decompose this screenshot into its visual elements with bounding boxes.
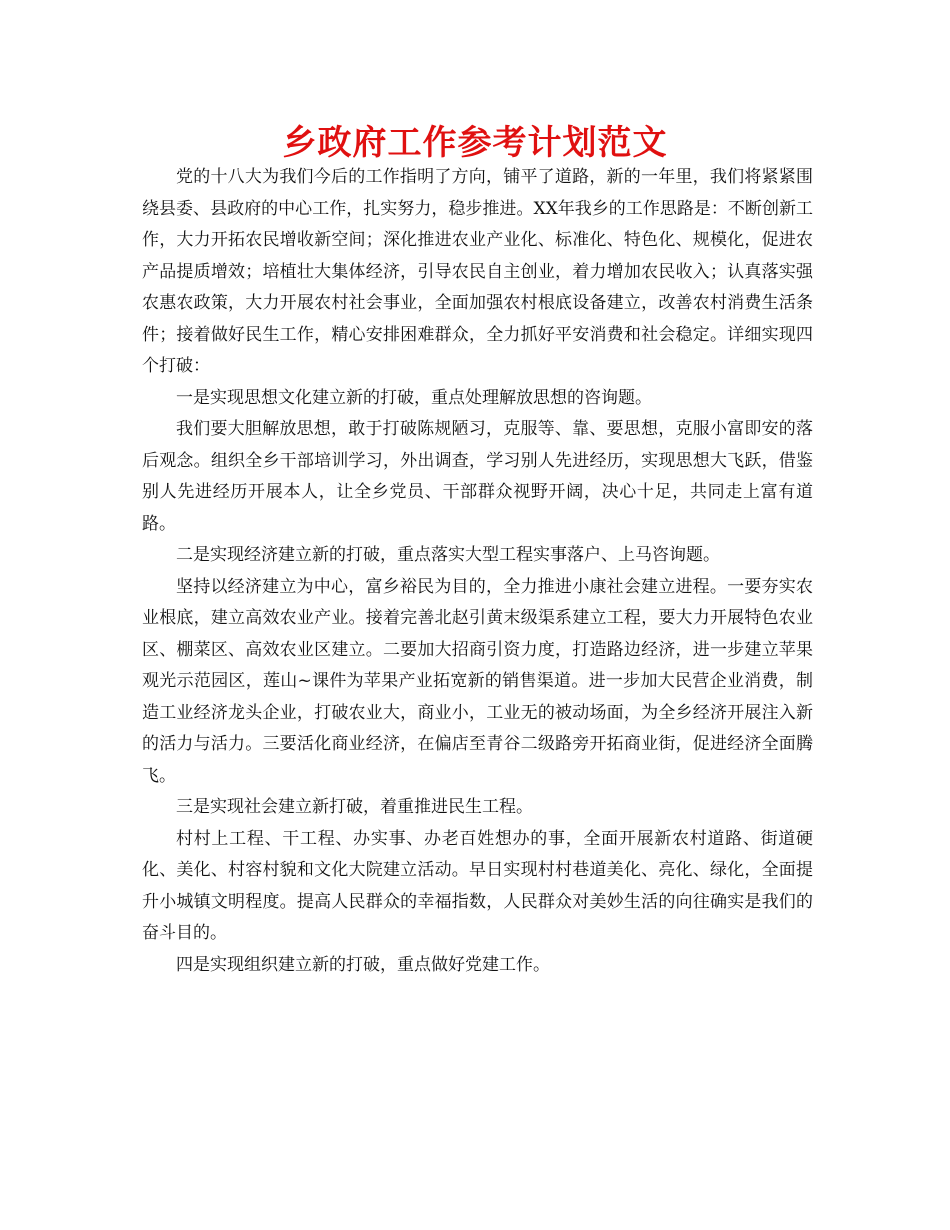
paragraph-heading-2: 二是实现经济建立新的打破，重点落实大型工程实事落户、上马咨询题。	[176, 545, 720, 565]
paragraph-body-3: 村村上工程、干工程、办实事、办老百姓想办的事，全面开展新农村道路、街道硬化、美化、村容村貌和文化大院建立活动。早日实现村村巷道美化、亮化、绿化，全面提升小城镇文明程度。提高人民群众的幸福指数，人民群众对美妙生活的向往确实是我们的奋斗目的。	[142, 828, 813, 943]
document-body	[142, 162, 813, 981]
paragraph-heading-4: 四是实现组织建立新的打破，重点做好党建工作。	[176, 954, 550, 975]
paragraph-body-2: 坚持以经济建立为中心，富乡裕民为目的，全力推进小康社会建立进程。一要夯实农业根底，建立高效农业产业。接着完善北赵引黄末级渠系建立工程，要大力开展特色农业区、棚菜区、高效农业区建立。二要加大招商引资力度，打造路边经济，进一步建立苹果观光示范园区，莲山~课件为苹果产业拓宽新的销售渠道。进一步加大民营企业消费，制造工业经济龙头企业，打破农业大，商业小，工业无的被动场面，为全乡经济开展注入新的活力与活力。三要活化商业经济，在偏店至青谷二级路旁开拓商业街，促进经济全面腾飞。	[142, 576, 813, 786]
paragraph-intro: 党的十八大为我们今后的工作指明了方向，铺平了道路，新的一年里，我们将紧紧围绕县委、县政府的中心工作，扎实努力，稳步推进。XX年我乡的工作思路是：不断创新工作，大力开拓农民增收新空间；深化推进农业产业化、标准化、特色化、规模化，促进农产品提质增效；培植壮大集体经济，引导农民自主创业，着力增加农民收入；认真落实强农惠农政策，大力开展农村社会事业，全面加强农村根底设备建立，改善农村消费生活条件；接着做好民生工作，精心安排困难群众，全力抓好平安消费和社会稳定。详细实现四个打破：	[142, 167, 813, 376]
document-title: 乡政府工作参考计划范文	[282, 123, 668, 163]
paragraph-body-1: 我们要大胆解放思想，敢于打破陈规陋习，克服等、靠、要思想，克服小富即安的落后观念。组织全乡干部培训学习，外出调查，学习别人先进经历，实现思想大飞跃，借鉴别人先进经历开展本人，让全乡党员、干部群众视野开阔，决心十足，共同走上富有道路。	[142, 419, 813, 534]
paragraph-heading-1: 一是实现思想文化建立新的打破，重点处理解放思想的咨询题。	[176, 387, 652, 408]
paragraph-heading-3: 三是实现社会建立新打破，着重推进民生工程。	[176, 797, 533, 817]
